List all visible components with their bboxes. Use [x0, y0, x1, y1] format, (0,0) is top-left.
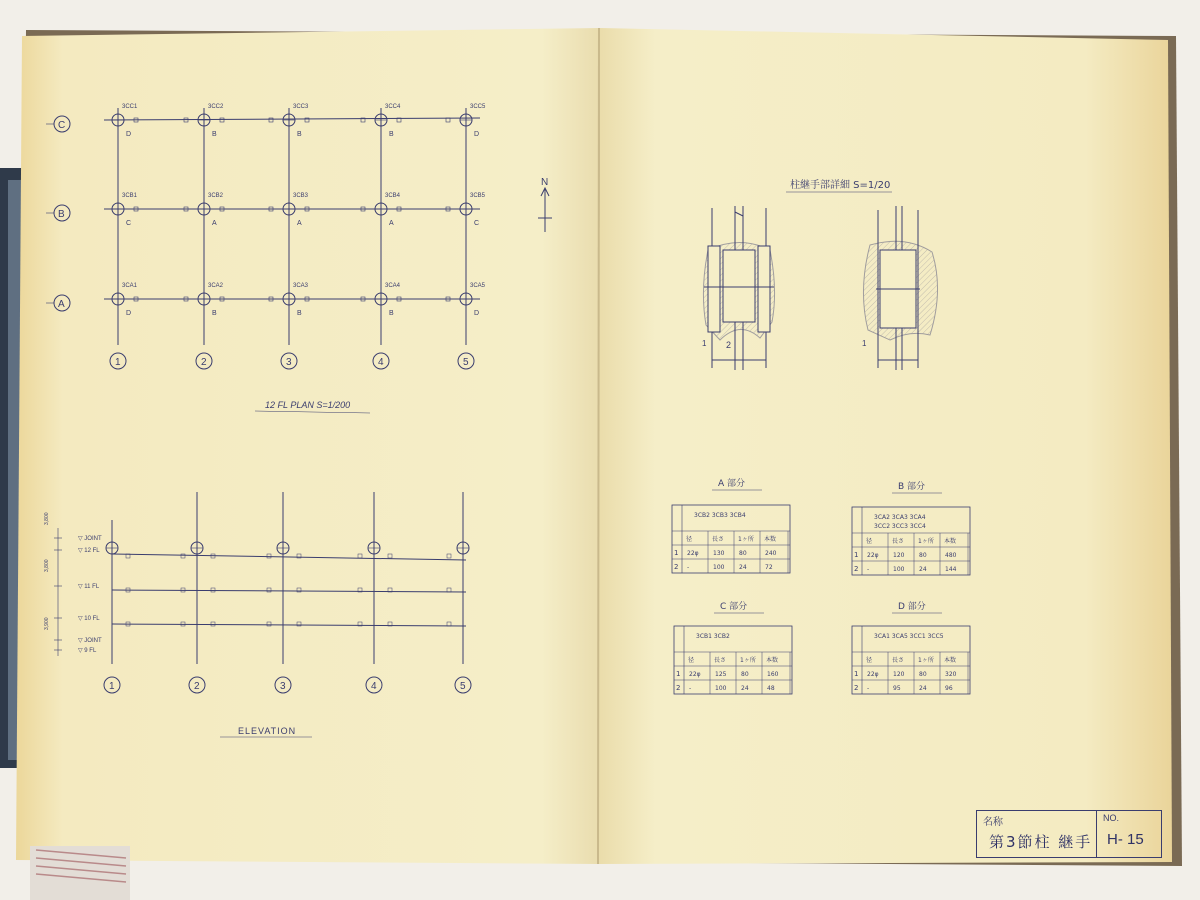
table-header: 径 — [866, 657, 873, 664]
table-cell: 96 — [945, 685, 953, 692]
table-header: 長さ — [712, 536, 725, 543]
table-header: 長さ — [714, 657, 727, 664]
table-title: B 部分 — [898, 482, 926, 492]
level-label: ▽ 12 FL — [78, 548, 100, 554]
joint-type-label: B — [389, 131, 394, 138]
joint-type-label: C — [126, 220, 132, 227]
table-column-ids: 3CB2 3CB3 3CB4 — [694, 512, 746, 519]
level-label: ▽ 9 FL — [78, 648, 97, 654]
table-cell: 120 — [893, 671, 905, 678]
column-id-label: 3CB2 — [208, 193, 224, 199]
elevation-grid-label: 3 — [280, 681, 286, 692]
table-column-ids: 3CA2 3CA3 3CA4 — [874, 514, 926, 521]
table-column-ids: 3CB1 3CB2 — [696, 633, 730, 640]
table-cell: 24 — [739, 564, 747, 571]
table-row-number: 1 — [674, 549, 679, 557]
joint-type-label: D — [474, 131, 480, 138]
detail-title: 柱継手部詳細 S=1/20 — [790, 180, 891, 191]
drawing-number: H- 15 — [1107, 831, 1144, 848]
joint-type-label: A — [297, 220, 302, 227]
table-header: 本数 — [944, 538, 957, 545]
joint-type-label: B — [297, 310, 302, 317]
drawing-number-label: NO. — [1103, 813, 1120, 823]
joint-type-label: B — [389, 310, 394, 317]
level-label: ▽ JOINT — [78, 536, 102, 542]
table-cell: 125 — [715, 671, 727, 678]
joint-type-label: A — [212, 220, 217, 227]
table-header: 長さ — [892, 538, 905, 545]
table-cell: - — [687, 564, 690, 571]
table-row-number: 1 — [854, 551, 859, 559]
table-header: 1ヶ所 — [918, 538, 934, 545]
elevation-grid-label: 2 — [194, 681, 200, 692]
table-cell: 48 — [767, 685, 775, 692]
table-cell: 480 — [945, 552, 957, 559]
table-cell: 144 — [945, 566, 957, 573]
column-id-label: 3CC3 — [293, 104, 309, 110]
table-header: 本数 — [766, 657, 779, 664]
title-block — [976, 810, 1162, 858]
table-row-number: 2 — [854, 565, 859, 573]
table-cell: 80 — [919, 552, 927, 559]
table-header: 本数 — [764, 536, 777, 543]
table-header: 径 — [866, 538, 873, 545]
level-label: ▽ 10 FL — [78, 616, 100, 622]
table-header: 1ヶ所 — [918, 657, 934, 664]
table-cell: 100 — [713, 564, 725, 571]
joint-type-label: D — [126, 310, 132, 317]
table-cell: - — [689, 685, 692, 692]
joint-type-label: C — [474, 220, 480, 227]
table-cell: 24 — [919, 566, 927, 573]
column-id-label: 3CB3 — [293, 193, 309, 199]
grid-column-label: 3 — [286, 357, 292, 368]
table-cell: 22φ — [689, 671, 701, 678]
grid-column-label: 1 — [115, 357, 121, 368]
table-row-number: 2 — [854, 684, 859, 692]
table-cell: 240 — [765, 550, 777, 557]
grid-column-label: 5 — [463, 357, 469, 368]
table-cell: 80 — [739, 550, 747, 557]
table-header: 長さ — [892, 657, 905, 664]
table-cell: 80 — [741, 671, 749, 678]
table-header: 径 — [688, 657, 695, 664]
table-header: 本数 — [944, 657, 957, 664]
table-row-number: 1 — [854, 670, 859, 678]
table-header: 径 — [686, 536, 693, 543]
joint-type-label: D — [474, 310, 480, 317]
table-column-ids: 3CA1 3CA5 3CC1 3CC5 — [874, 633, 944, 640]
table-cell: - — [867, 685, 870, 692]
joint-type-label: A — [389, 220, 394, 227]
grid-row-label: A — [58, 299, 65, 310]
elevation-grid-label: 1 — [109, 681, 115, 692]
elevation-grid-label: 5 — [460, 681, 466, 692]
table-header: 1ヶ所 — [738, 536, 754, 543]
title-cell — [977, 811, 1097, 857]
table-cell: 95 — [893, 685, 901, 692]
detail-right-label-1: 1 — [862, 339, 867, 348]
dimension-label: 3,800 — [44, 512, 50, 525]
table-cell: - — [867, 566, 870, 573]
title-block-label: 名称 — [983, 817, 1003, 828]
table-cell: 120 — [893, 552, 905, 559]
dimension-label: 3,900 — [44, 617, 50, 630]
drawing-title: 第3節柱 継手 — [989, 833, 1093, 851]
table-header: 1ヶ所 — [740, 657, 756, 664]
table-cell: 22φ — [687, 550, 699, 557]
table-column-ids: 3CC2 3CC3 3CC4 — [874, 523, 926, 530]
page-gutter — [598, 28, 599, 864]
table-cell: 72 — [765, 564, 773, 571]
column-id-label: 3CA1 — [122, 283, 138, 289]
table-cell: 320 — [945, 671, 957, 678]
column-id-label: 3CC5 — [470, 104, 486, 110]
detail-label-2: 2 — [726, 340, 732, 350]
table-title: C 部分 — [720, 602, 748, 612]
right-page — [598, 28, 1172, 864]
table-cell: 100 — [893, 566, 905, 573]
elevation-grid-label: 4 — [371, 681, 377, 692]
table-cell: 100 — [715, 685, 727, 692]
joint-type-label: B — [297, 131, 302, 138]
table-cell: 80 — [919, 671, 927, 678]
column-id-label: 3CA5 — [470, 283, 486, 289]
dimension-label: 3,800 — [44, 559, 50, 572]
grid-column-label: 2 — [201, 357, 207, 368]
detail-label-1: 1 — [702, 339, 707, 348]
table-row-number: 1 — [676, 670, 681, 678]
table-cell: 130 — [713, 550, 725, 557]
joint-type-label: B — [212, 310, 217, 317]
elevation-title: ELEVATION — [238, 726, 297, 736]
column-id-label: 3CA3 — [293, 283, 309, 289]
grid-column-label: 4 — [378, 357, 384, 368]
column-id-label: 3CB4 — [385, 193, 401, 199]
north-label: N — [541, 177, 549, 188]
table-cell: 24 — [919, 685, 927, 692]
column-id-label: 3CA4 — [385, 283, 401, 289]
joint-type-label: D — [126, 131, 132, 138]
column-id-label: 3CC2 — [208, 104, 224, 110]
table-title: D 部分 — [898, 602, 926, 612]
column-id-label: 3CB1 — [122, 193, 138, 199]
table-cell: 22φ — [867, 671, 879, 678]
table-row-number: 2 — [676, 684, 681, 692]
column-id-label: 3CA2 — [208, 283, 224, 289]
joint-type-label: B — [212, 131, 217, 138]
table-title: A 部分 — [718, 479, 746, 489]
left-page — [16, 28, 600, 864]
table-cell: 24 — [741, 685, 749, 692]
table-cell: 160 — [767, 671, 779, 678]
level-label: ▽ 11 FL — [78, 584, 100, 590]
table-cell: 22φ — [867, 552, 879, 559]
grid-row-label: B — [58, 209, 65, 220]
grid-row-label: C — [58, 120, 66, 131]
level-label: ▽ JOINT — [78, 638, 102, 644]
column-id-label: 3CC4 — [385, 104, 401, 110]
column-id-label: 3CB5 — [470, 193, 486, 199]
table-row-number: 2 — [674, 563, 679, 571]
column-id-label: 3CC1 — [122, 104, 138, 110]
plan-title: 12 FL PLAN S=1/200 — [265, 400, 351, 410]
